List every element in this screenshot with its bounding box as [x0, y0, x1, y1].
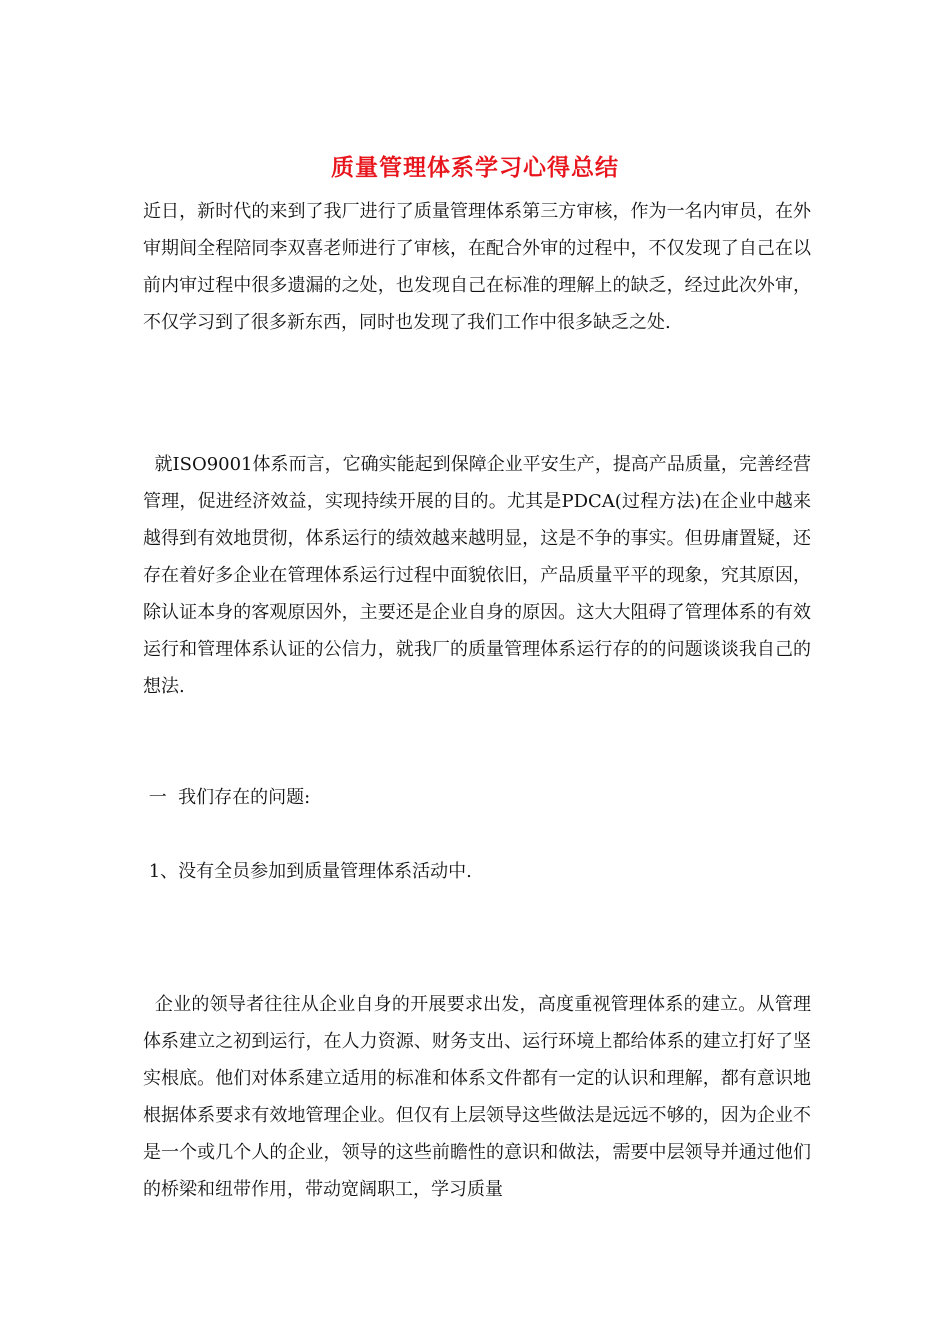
subheading-item-1: 1、没有全员参加到质量管理体系活动中. [143, 861, 472, 882]
paragraph-intro: 近日，新时代的来到了我厂进行了质量管理体系第三方审核，作为一名内审员，在外审期间全程陪同李双喜老师进行了审核，在配合外审的过程中，不仅发现了自己在以前内审过程中很多遗漏的之处，也发现自己在标准的理解上的缺乏，经过此次外审，不仅学习到了很多新东西，同时也发现了我们工作中很多缺乏之处. [143, 201, 811, 333]
paragraph-iso9001: 就ISO9001体系而言，它确实能起到保障企业平安生产，提高产品质量，完善经营管理，促进经济效益，实现持续开展的目的。尤其是PDCA(过程方法)在企业中越来越得到有效地贯彻，体系运行的绩效越来越明显，这是不争的事实。但毋庸置疑，还存在着好多企业在管理体系运行过程中面貌依旧，产品质量平平的现象，究其原因，除认证本身的客观原因外，主要还是企业自身的原因。这大大阻碍了管理体系的有效运行和管理体系认证的公信力，就我厂的质量管理体系运行存的的问题谈谈我自己的想法. [143, 454, 811, 697]
document-title: 质量管理体系学习心得总结 [331, 154, 619, 181]
paragraph-leadership: 企业的领导者往往从企业自身的开展要求出发，高度重视管理体系的建立。从管理体系建立之初到运行，在人力资源、财务支出、运行环境上都给体系的建立打好了坚实根底。他们对体系建立适用的标准和体系文件都有一定的认识和理解，都有意识地根据体系要求有效地管理企业。但仅有上层领导这些做法是远远不够的，因为企业不是一个或几个人的企业，领导的这些前瞻性的意识和做法，需要中层领导并通过他们的桥梁和纽带作用，带动宽阔职工，学习质量 [143, 994, 811, 1200]
section-heading-problems: 一 我们存在的问题: [143, 787, 311, 808]
